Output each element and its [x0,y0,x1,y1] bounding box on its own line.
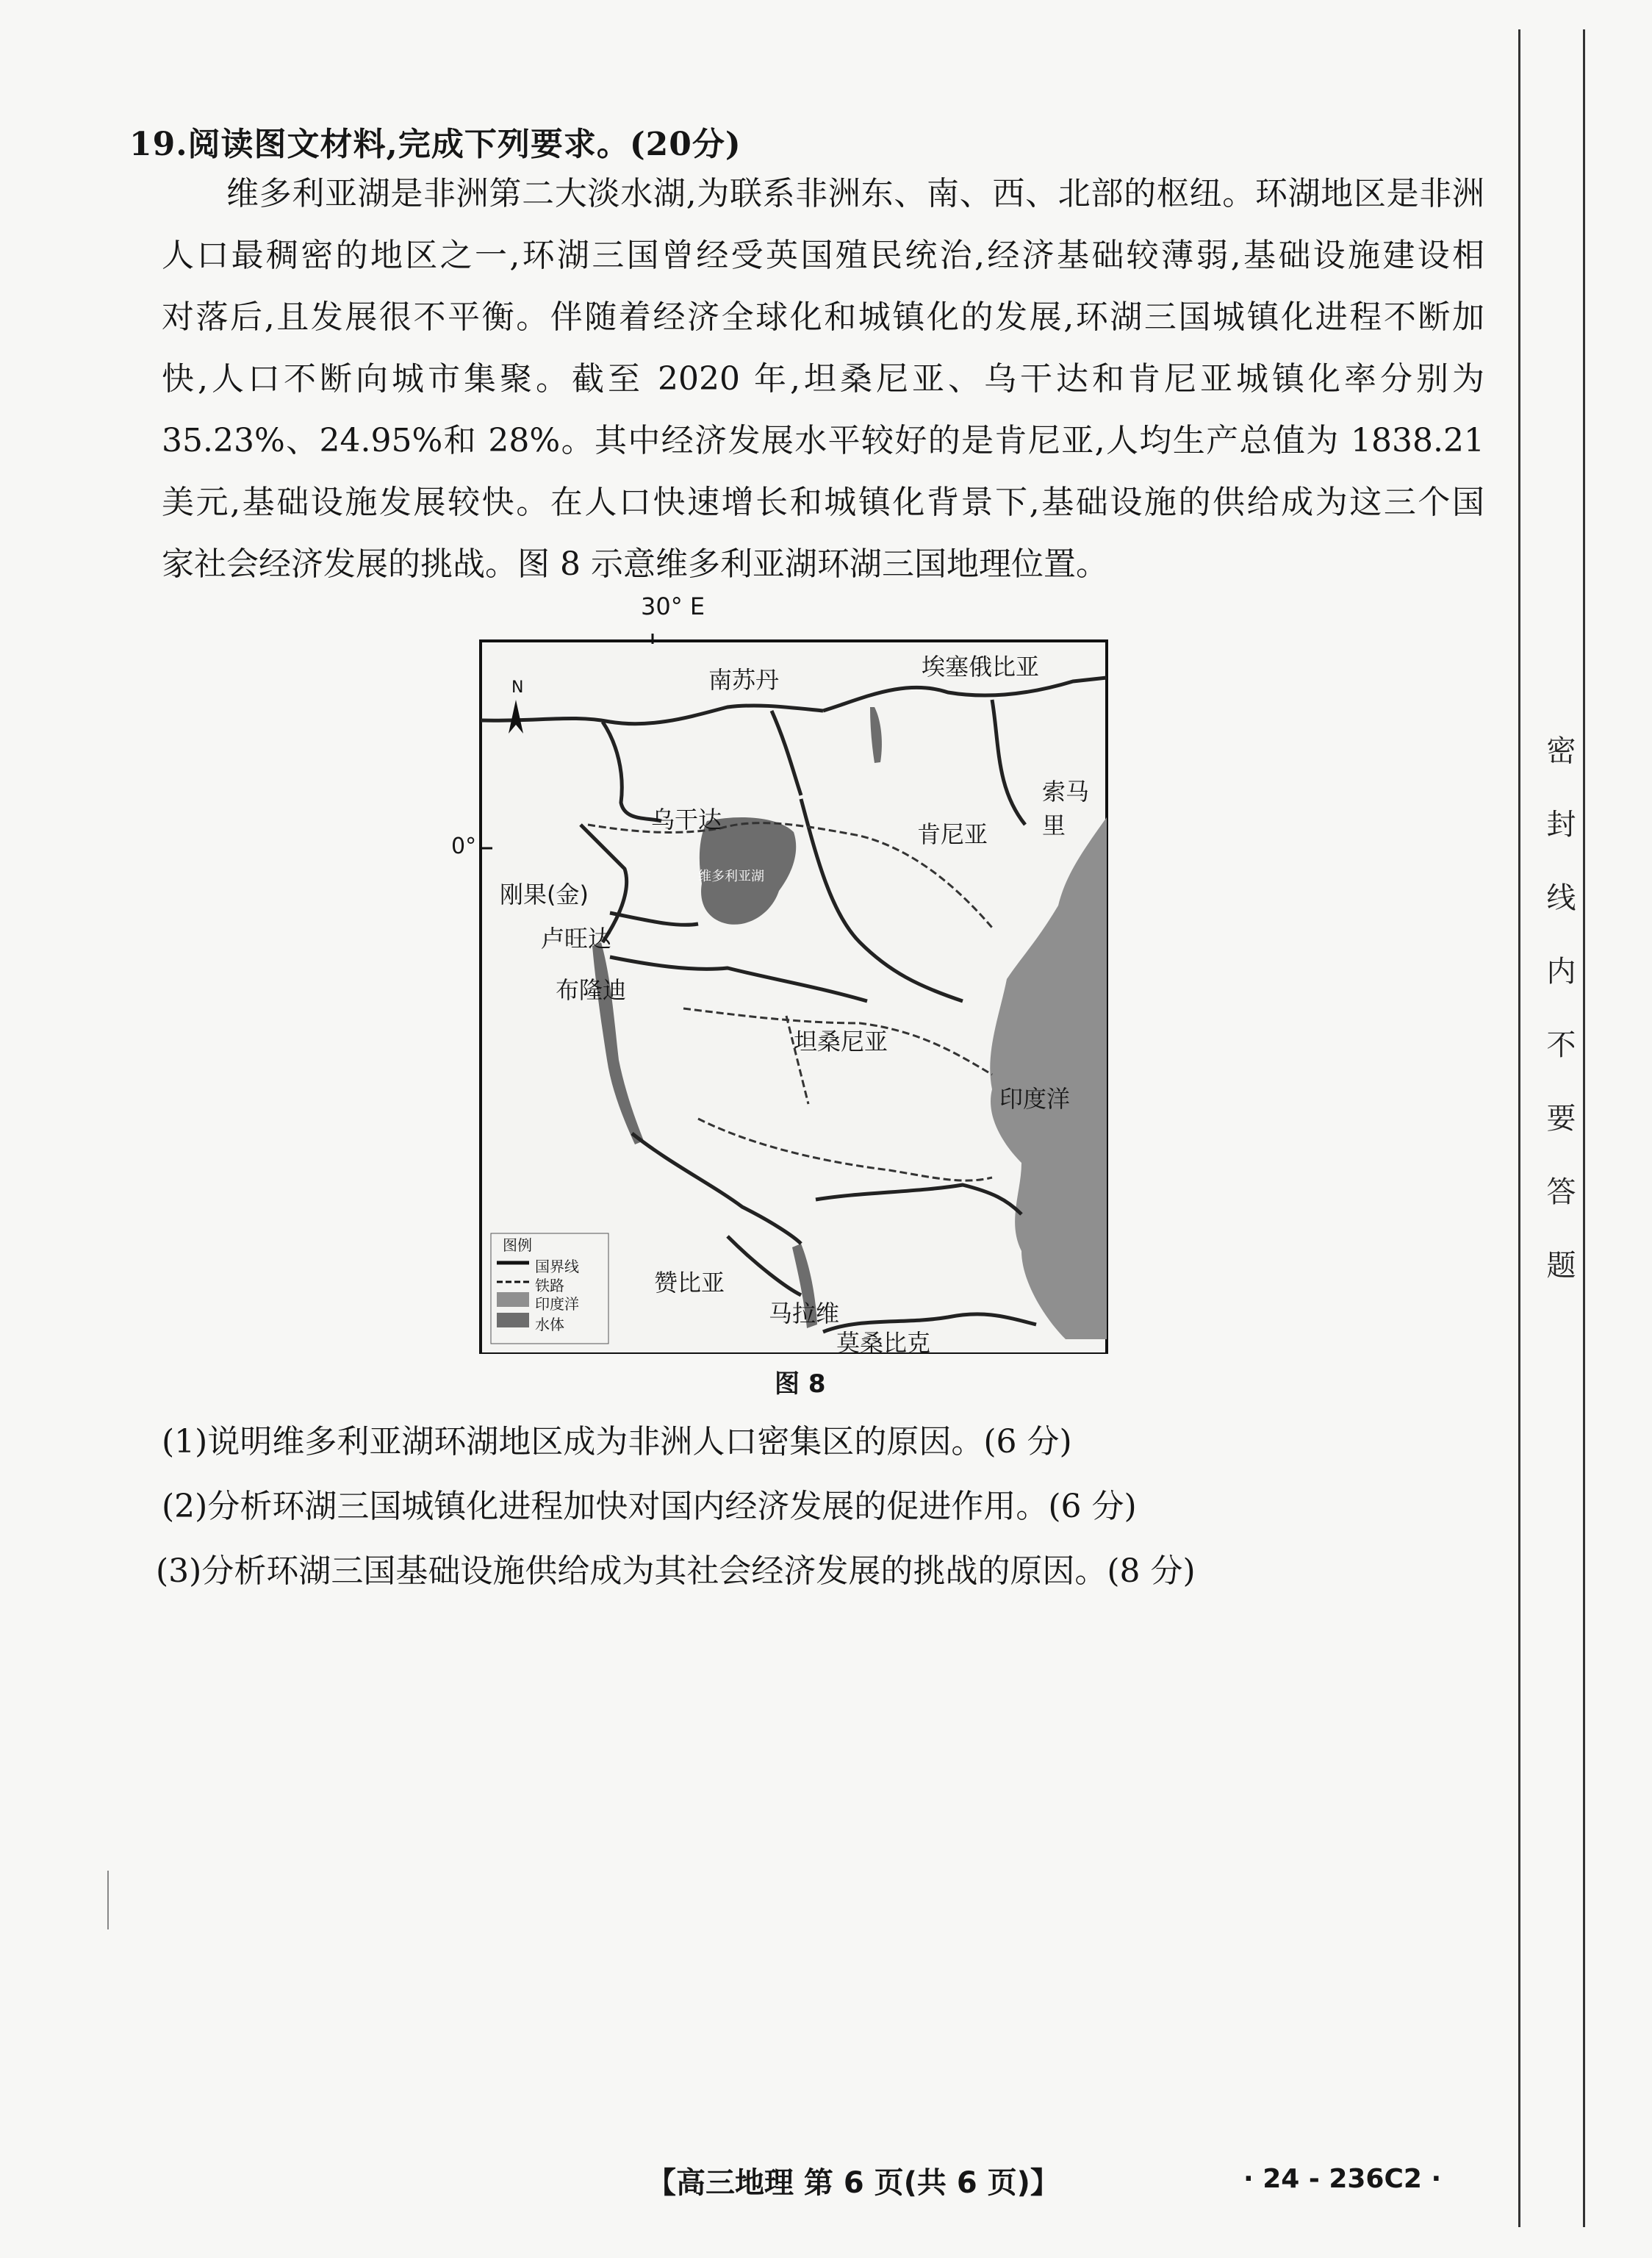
passage-line: 维多利亚湖是非洲第二大淡水湖,为联系非洲东、南、西、北部的枢纽。环湖地区是非洲 [226,175,1484,212]
legend-item-railway: 铁路 [535,1277,564,1294]
figure-caption: 图 8 [775,1369,826,1399]
country-label-tanzania: 坦桑尼亚 [794,1028,888,1055]
country-label-mozambique: 莫桑比克 [836,1329,931,1357]
passage-line: 35.23%、24.95%和 28%。其中经济发展水平较好的是肯尼亚,人均生产总值为 1838.21 [162,422,1484,459]
passage-line: 家社会经济发展的挑战。图 8 示意维多利亚湖环湖三国地理位置。 [162,545,1108,583]
sub-question-3: (3)分析环湖三国基础设施供给成为其社会经济发展的挑战的原因。(8 分) [156,1552,1196,1590]
scan-mark [107,1871,109,1929]
legend-title: 图例 [503,1236,532,1254]
country-label-kenya: 肯尼亚 [917,820,988,848]
passage-line: 对落后,且发展很不平衡。伴随着经济全球化和城镇化的发展,环湖三国城镇化进程不断加 [162,298,1484,336]
country-label-rwanda: 卢旺达 [541,925,612,953]
east-africa-map [451,592,1110,1357]
passage [162,163,1484,595]
lake-victoria-label: 维多利亚湖 [698,869,764,884]
country-label-uganda: 乌干达 [651,806,722,834]
page-footer: 【高三地理 第 6 页(共 6 页)】 [647,2166,1060,2200]
sub-question-2: (2)分析环湖三国城镇化进程加快对国内经济发展的促进作用。(6 分) [162,1488,1137,1525]
legend-item-water: 水体 [535,1316,564,1333]
longitude-label: 30° E [641,592,705,620]
country-label-south-sudan: 南苏丹 [708,666,780,694]
question-title: 19.阅读图文材料,完成下列要求。(20分) [129,126,741,163]
exam-code: · 24 - 236C2 · [1243,2164,1442,2194]
seal-line-left [1518,29,1520,2227]
latitude-label: 0° [451,834,477,859]
passage-line: 美元,基础设施发展较快。在人口快速增长和城镇化背景下,基础设施的供给成为这三个国 [162,484,1484,521]
sub-question-1: (1)说明维多利亚湖环湖地区成为非洲人口密集区的原因。(6 分) [162,1423,1072,1460]
sub-questions [156,1410,1196,1604]
country-label-burundi: 布隆迪 [556,976,627,1004]
country-label-malawi: 马拉维 [769,1300,840,1327]
ocean-label: 印度洋 [999,1085,1071,1113]
passage-line: 人口最稠密的地区之一,环湖三国曾经受英国殖民统治,经济基础较薄弱,基础设施建设相 [162,237,1484,274]
seal-line-notice: 密封线内不要答题 [1542,735,1576,1323]
seal-line-right [1583,29,1585,2227]
north-label: N [511,678,524,697]
country-label-ethiopia: 埃塞俄比亚 [922,653,1040,681]
legend-item-border: 国界线 [535,1258,579,1275]
country-label-drc: 刚果(金) [500,881,589,908]
passage-line: 快,人口不断向城市集聚。截至 2020 年,坦桑尼亚、乌干达和肯尼亚城镇化率分别为 [162,360,1484,398]
country-label-zambia: 赞比亚 [654,1269,725,1297]
legend-item-ocean: 印度洋 [535,1295,579,1313]
country-label-somalia: 索马里 [1042,778,1090,839]
